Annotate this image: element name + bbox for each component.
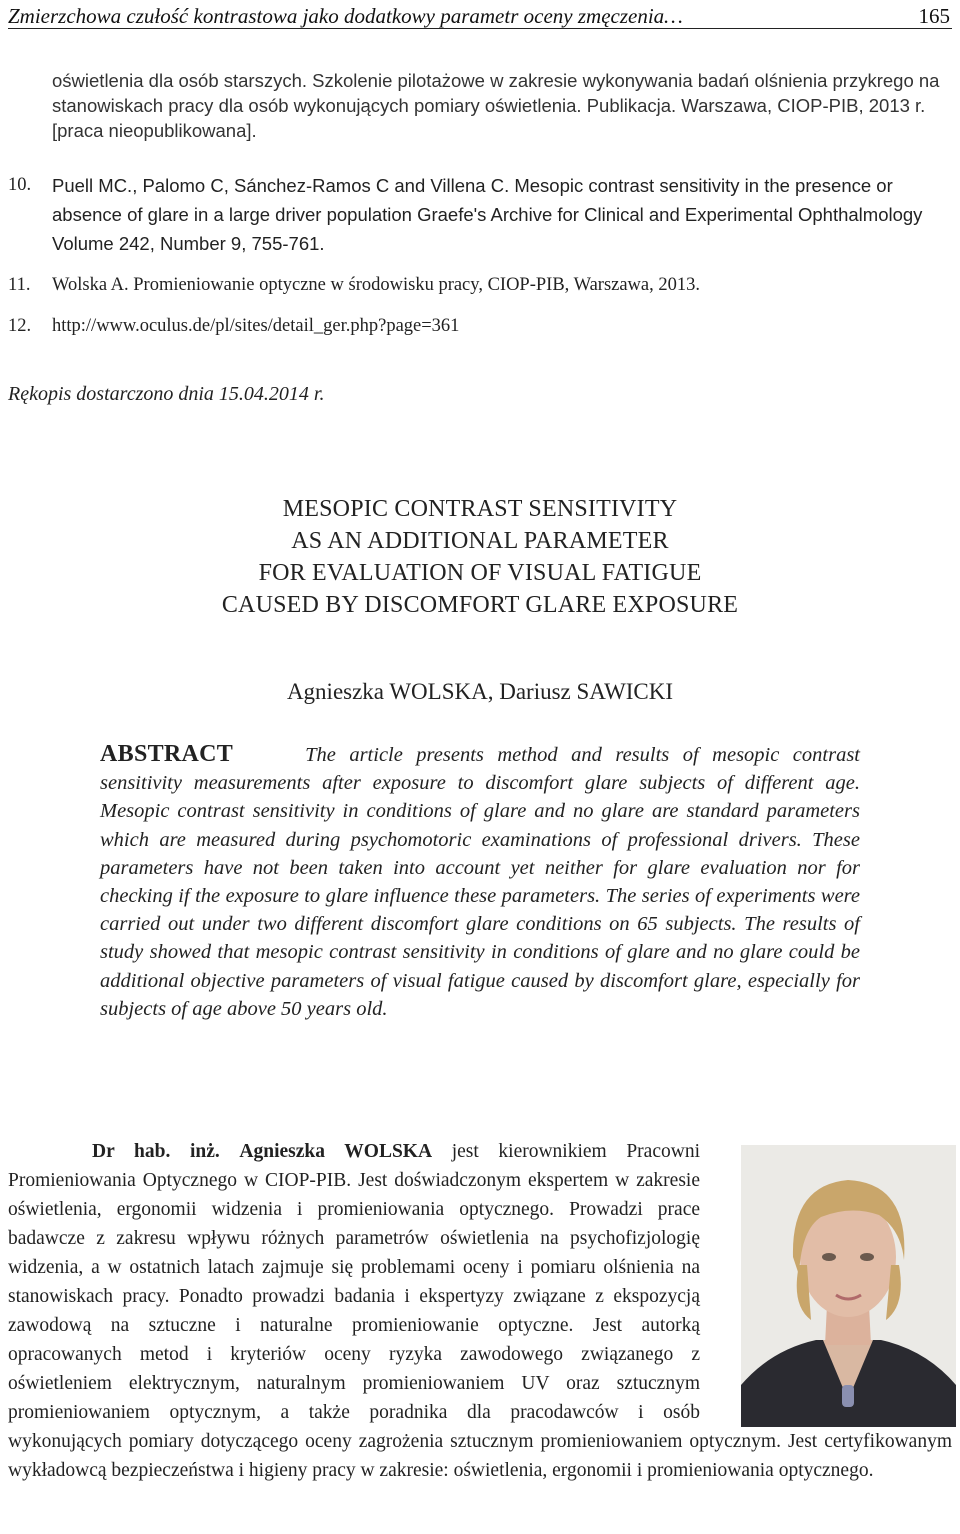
english-title — [0, 493, 960, 621]
bio-text: jest kierownikiem Pracowni Promieniowania Optycznego w CIOP-PIB. Jest doświadczonym ekspertem w zakresie oświetlenia, ergonomii widzenia i promieniowania optycznego. Prowadzi prace badawcze z zakresu wpływu różnych parametrów oświetlenia na psychofizjologię widzenia, a w ostatnich latach zajmuje się problemami oceny i pomiaru olśnienia na stanowiskach pracy. Ponadto prowadzi badania i ekspertyzy związane z ekspozycją zawodową na sztuczne i naturalne promieniowanie optyczne. Jest autorką opracowanych metod i kryteriów oceny ryzyka zawodowego związanego z oświetleniem elektrycznym, naturalnym promieniowaniem UV oraz sztucznym promieniowaniem optycznym, a także poradnika dla pracodawców i osób wykonujących pomiary dotyczącego oceny zagrożenia sztucznym promieniowaniem optycznym. Jest certyfikowanym wykładowcą bezpieczeństwa i higieny pracy w zakresie: oświetlenia, ergonomii i promieniowania optycznego. — [8, 1141, 952, 1481]
running-title: Zmierzchowa czułość kontrastowa jako dodatkowy parametr oceny zmęczenia… — [8, 4, 683, 28]
english-authors: Agnieszka WOLSKA, Dariusz SAWICKI — [286, 679, 674, 704]
author-degree: Dr hab. inż. — [92, 1141, 220, 1162]
reference-item — [8, 271, 956, 299]
reference-link[interactable]: http://www.oculus.de/pl/sites/detail_ger.php?page=361 — [52, 316, 460, 336]
author-name: Agnieszka WOLSKA — [239, 1141, 433, 1162]
reference-item — [8, 171, 956, 258]
running-header — [8, 4, 952, 29]
portrait-photo-icon — [741, 1145, 956, 1427]
title-line: AS AN ADDITIONAL PARAMETER — [291, 528, 669, 554]
portrait-illustration — [741, 1145, 956, 1427]
title-line: CAUSED BY DISCOMFORT GLARE EXPOSURE — [221, 592, 739, 618]
manuscript-received-note: Rękopis dostarczono dnia 15.04.2014 r. — [8, 383, 325, 405]
reference-number: 10. — [8, 175, 32, 195]
reference-number: 12. — [8, 316, 32, 336]
abstract-text: The article presents method and results of mesopic contrast sensitivity measurements after exposure to discomfort glare subjects of different age. Mesopic contrast sensitivity in conditions of glare and no glare are standard parameters which are measured during psychomotoric examinations of professional drivers. These parameters have not been taken into account yet neither for glare evaluation nor for checking if the exposure to glare influence these parameters. The series of experiments were carried out under two different discomfort glare conditions on 65 subjects. The results of study showed that mesopic contrast sensitivity in conditions of glare and no glare could be additional objective parameters of visual fatigue caused by discomfort glare, especially for subjects of age above 50 years old. — [100, 744, 860, 1020]
abstract — [100, 740, 860, 1023]
title-line: FOR EVALUATION OF VISUAL FATIGUE — [258, 560, 702, 586]
reference-text: Wolska A. Promieniowanie optyczne w środowisku pracy, CIOP-PIB, Warszawa, 2013. — [52, 275, 701, 295]
title-line: MESOPIC CONTRAST SENSITIVITY — [282, 496, 678, 522]
reference-item — [8, 312, 956, 340]
reference-continuation: oświetlenia dla osób starszych. Szkolenie pilotażowe w zakresie wykonywania badań olśnienia przykrego na stanowiskach pracy dla osób wykonujących pomiary oświetlenia. Publikacja. Warszawa, CIOP-PIB, 2013 r. [praca nieopublikowana]. — [52, 70, 940, 141]
abstract-label: ABSTRACT — [100, 741, 234, 767]
page-number: 165 — [918, 4, 950, 28]
reference-number: 11. — [8, 275, 31, 295]
reference-text: Puell MC., Palomo C, Sánchez-Ramos C and Villena C. Mesopic contrast sensitivity in the presence or absence of glare in a large driver population Graefe's Archive for Clinical and Experimental Ophthalmology Volume 242, Number 9, 755-761. — [52, 175, 923, 254]
